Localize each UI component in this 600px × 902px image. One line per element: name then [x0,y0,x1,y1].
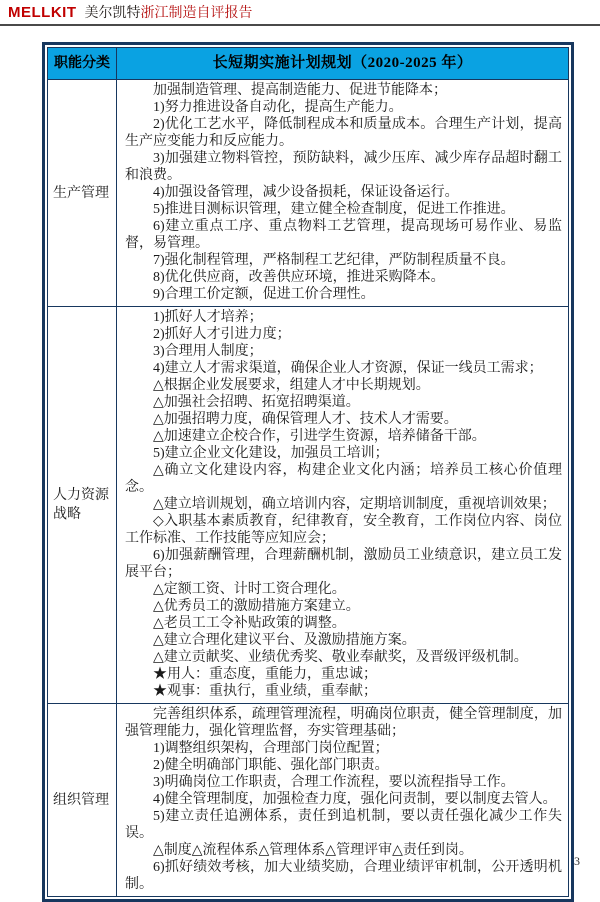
plan-item: 加强制造管理、提高制造能力、促进节能降本； [153,83,447,98]
column-header-category: 职能分类 [48,48,117,80]
plan-item: △根据企业发展要求，组建人才中长期规划。 [153,378,430,393]
plan-item: △加速建立企校合作，引进学生资源，培养储备干部。 [153,429,486,444]
plan-item: △建立贡献奖、业绩优秀奖、敬业奉献奖，及晋级评级机制。 [153,650,528,665]
plan-item: 4)建立人才需求渠道，确保企业人才资源，保证一线员工需求； [153,361,543,376]
plan-item: 1)调整组织架构，合理部门岗位配置； [153,741,389,756]
plan-item: 4)健全管理制度，加强检查力度，强化问责制，要以制度去管人。 [153,792,557,807]
table-header-row [48,48,569,80]
plan-item: 3)合理用人制度； [153,344,263,359]
category-cell: 人力资源战略 [48,307,117,704]
plan-item: ★用人：重态度，重能力，重忠诚； [153,667,377,682]
report-title: 浙江制造自评报告 [140,6,253,21]
category-cell: 组织管理 [48,704,117,897]
plan-table-frame [42,42,574,902]
plan-item: △定额工资、计时工资合理化。 [153,582,346,597]
table-row [48,80,569,307]
plan-item: 6)加强薪酬管理，合理薪酬机制，激励员工业绩意识，建立员工发展平台； [125,548,562,580]
plan-item: 2)优化工艺水平，降低制程成本和质量成本。合理生产计划，提高生产应变能力和反应能力。 [125,117,562,149]
page-number: 3 [574,854,580,868]
document-header [0,0,600,26]
plan-item: △建立合理化建议平台、及激励措施方案。 [153,633,416,648]
plan-item: 5)推进目测标识管理，建立健全检查制度，促进工作推进。 [153,202,515,217]
plan-items-cell [117,307,569,704]
plan-items-cell [117,704,569,897]
plan-item: ★观事：重执行，重业绩，重奉献； [153,684,377,699]
plan-item: 完善组织体系，疏理管理流程，明确岗位职责，健全管理制度，加强管理能力，强化管理监督，夯实管理基础； [125,707,562,739]
plan-item: 6)抓好绩效考核，加大业绩奖励，合理业绩评审机制，公开透明机制。 [125,860,562,892]
plan-item: ◇入职基本素质教育，纪律教育，安全教育，工作岗位内容、岗位工作标准、工作技能等应知应会； [125,514,562,546]
plan-item: △优秀员工的激励措施方案建立。 [153,599,360,614]
plan-item: 1)努力推进设备自动化，提高生产能力。 [153,100,403,115]
plan-item: 9)合理工价定额，促进工价合理性。 [153,287,375,302]
plan-item: △确立文化建设内容，构建企业文化内涵；培养员工核心价值理念。 [125,463,562,495]
plan-item: 6)建立重点工序、重点物料工艺管理，提高现场可易作业、易监督，易管理。 [125,219,562,251]
plan-item: 3)明确岗位工作职责，合理工作流程，要以流程指导工作。 [153,775,515,790]
plan-table [47,47,569,897]
plan-item: △制度△流程体系△管理体系△管理评审△责任到岗。 [153,843,473,858]
plan-item: △建立培训规划，确立培训内容，定期培训制度，重视培训效果； [153,497,556,512]
plan-item: △加强招聘力度，确保管理人才、技术人才需要。 [153,412,458,427]
table-row [48,704,569,897]
plan-item: 2)健全明确部门职能、强化部门职责。 [153,758,389,773]
plan-item: 1)抓好人才培养； [153,310,263,325]
brand-logo-text: MELLKIT [8,4,77,21]
plan-item: 8)优化供应商，改善供应环境，推进采购降本。 [153,270,445,285]
plan-item: 7)强化制程管理，严格制程工艺纪律，严防制程质量不良。 [153,253,515,268]
plan-item: 5)建立责任追溯体系，责任到追机制，要以责任强化减少工作失误。 [125,809,562,841]
plan-items-cell [117,80,569,307]
plan-item: 4)加强设备管理，减少设备损耗，保证设备运行。 [153,185,459,200]
plan-item: 3)加强建立物料管控，预防缺料，减少压库、减少库存品超时翻工和浪费。 [125,151,562,183]
plan-item: 2)抓好人才引进力度； [153,327,291,342]
table-row [48,307,569,704]
plan-item: △老员工工令补贴政策的调整。 [153,616,346,631]
column-header-plan: 长短期实施计划规划（2020-2025 年） [117,48,569,80]
plan-item: 5)建立企业文化建设，加强员工培训； [153,446,389,461]
category-cell: 生产管理 [48,80,117,307]
plan-item: △加强社会招聘、拓宽招聘渠道。 [153,395,360,410]
company-name: 美尔凯特 [84,6,141,21]
